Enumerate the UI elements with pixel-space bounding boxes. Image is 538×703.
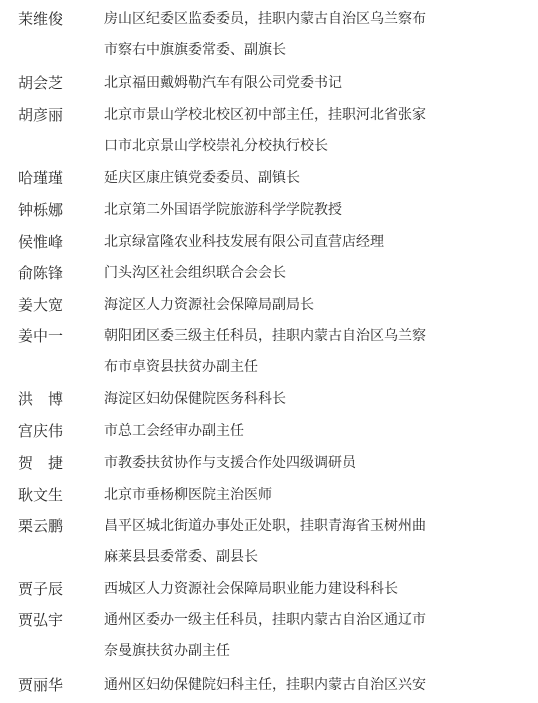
position-line: 通州区妇幼保健院妇科主任，挂职内蒙古自治区兴安 <box>104 677 426 693</box>
person-name: 茉维俊 <box>18 10 64 28</box>
person-position <box>104 68 524 99</box>
person-name: 贾子辰 <box>18 580 64 598</box>
person-position <box>104 670 524 701</box>
position-line: 北京市垂杨柳医院主治医师 <box>104 487 272 503</box>
position-line: 通州区委办一级主任科员，挂职内蒙古自治区通辽市 <box>104 612 426 628</box>
person-position <box>104 4 524 66</box>
person-name: 贺 捷 <box>18 454 64 472</box>
person-position <box>104 258 524 289</box>
position-line: 西城区人力资源社会保障局职业能力建设科科长 <box>104 581 398 597</box>
person-position <box>104 321 524 383</box>
person-name: 耿文生 <box>18 486 64 504</box>
person-position <box>104 195 524 226</box>
person-position <box>104 384 524 415</box>
person-name: 胡会芝 <box>18 74 64 92</box>
person-name: 姜中一 <box>18 327 64 345</box>
person-position <box>104 290 524 321</box>
position-line: 延庆区康庄镇党委委员、副镇长 <box>104 170 300 186</box>
person-name: 哈瑾瑾 <box>18 169 64 187</box>
person-name: 姜大宽 <box>18 296 64 314</box>
position-line: 北京市景山学校北校区初中部主任，挂职河北省张家 <box>104 107 426 123</box>
person-name: 宫庆伟 <box>18 422 64 440</box>
position-line: 北京绿富隆农业科技发展有限公司直营店经理 <box>104 234 384 250</box>
person-position <box>104 100 524 162</box>
position-line: 门头沟区社会组织联合会会长 <box>104 265 286 281</box>
position-line: 北京第二外国语学院旅游科学学院教授 <box>104 202 342 218</box>
person-name: 侯惟峰 <box>18 233 64 251</box>
position-line: 口市北京景山学校崇礼分校执行校长 <box>104 138 328 154</box>
position-line: 房山区纪委区监委委员，挂职内蒙古自治区乌兰察布 <box>104 11 426 27</box>
position-line: 昌平区城北街道办事处正处职，挂职青海省玉树州曲 <box>104 518 426 534</box>
person-position <box>104 448 524 479</box>
person-name: 钟栎娜 <box>18 201 64 219</box>
person-name: 俞陈锋 <box>18 264 64 282</box>
position-line: 北京福田戴姆勒汽车有限公司党委书记 <box>104 75 342 91</box>
position-line: 市总工会经审办副主任 <box>104 423 244 439</box>
position-line: 市察右中旗旗委常委、副旗长 <box>104 42 286 58</box>
person-position <box>104 480 524 511</box>
person-name: 胡彦丽 <box>18 106 64 124</box>
position-line: 朝阳团区委三级主任科员，挂职内蒙古自治区乌兰察 <box>104 328 426 344</box>
person-position <box>104 416 524 447</box>
position-line: 海淀区人力资源社会保障局副局长 <box>104 297 314 313</box>
position-line: 奈曼旗扶贫办副主任 <box>104 643 230 659</box>
person-name: 贾丽华 <box>18 676 64 694</box>
person-name: 栗云鹏 <box>18 517 64 535</box>
position-line: 布市卓资县扶贫办副主任 <box>104 359 258 375</box>
person-position <box>104 605 524 667</box>
person-position <box>104 227 524 258</box>
person-position <box>104 574 524 605</box>
position-line: 麻莱县县委常委、副县长 <box>104 549 258 565</box>
person-position <box>104 163 524 194</box>
person-position <box>104 511 524 573</box>
person-name: 洪 博 <box>18 390 64 408</box>
person-name: 贾弘宇 <box>18 611 64 629</box>
position-line: 海淀区妇幼保健院医务科科长 <box>104 391 286 407</box>
position-line: 市教委扶贫协作与支援合作处四级调研员 <box>104 455 356 471</box>
